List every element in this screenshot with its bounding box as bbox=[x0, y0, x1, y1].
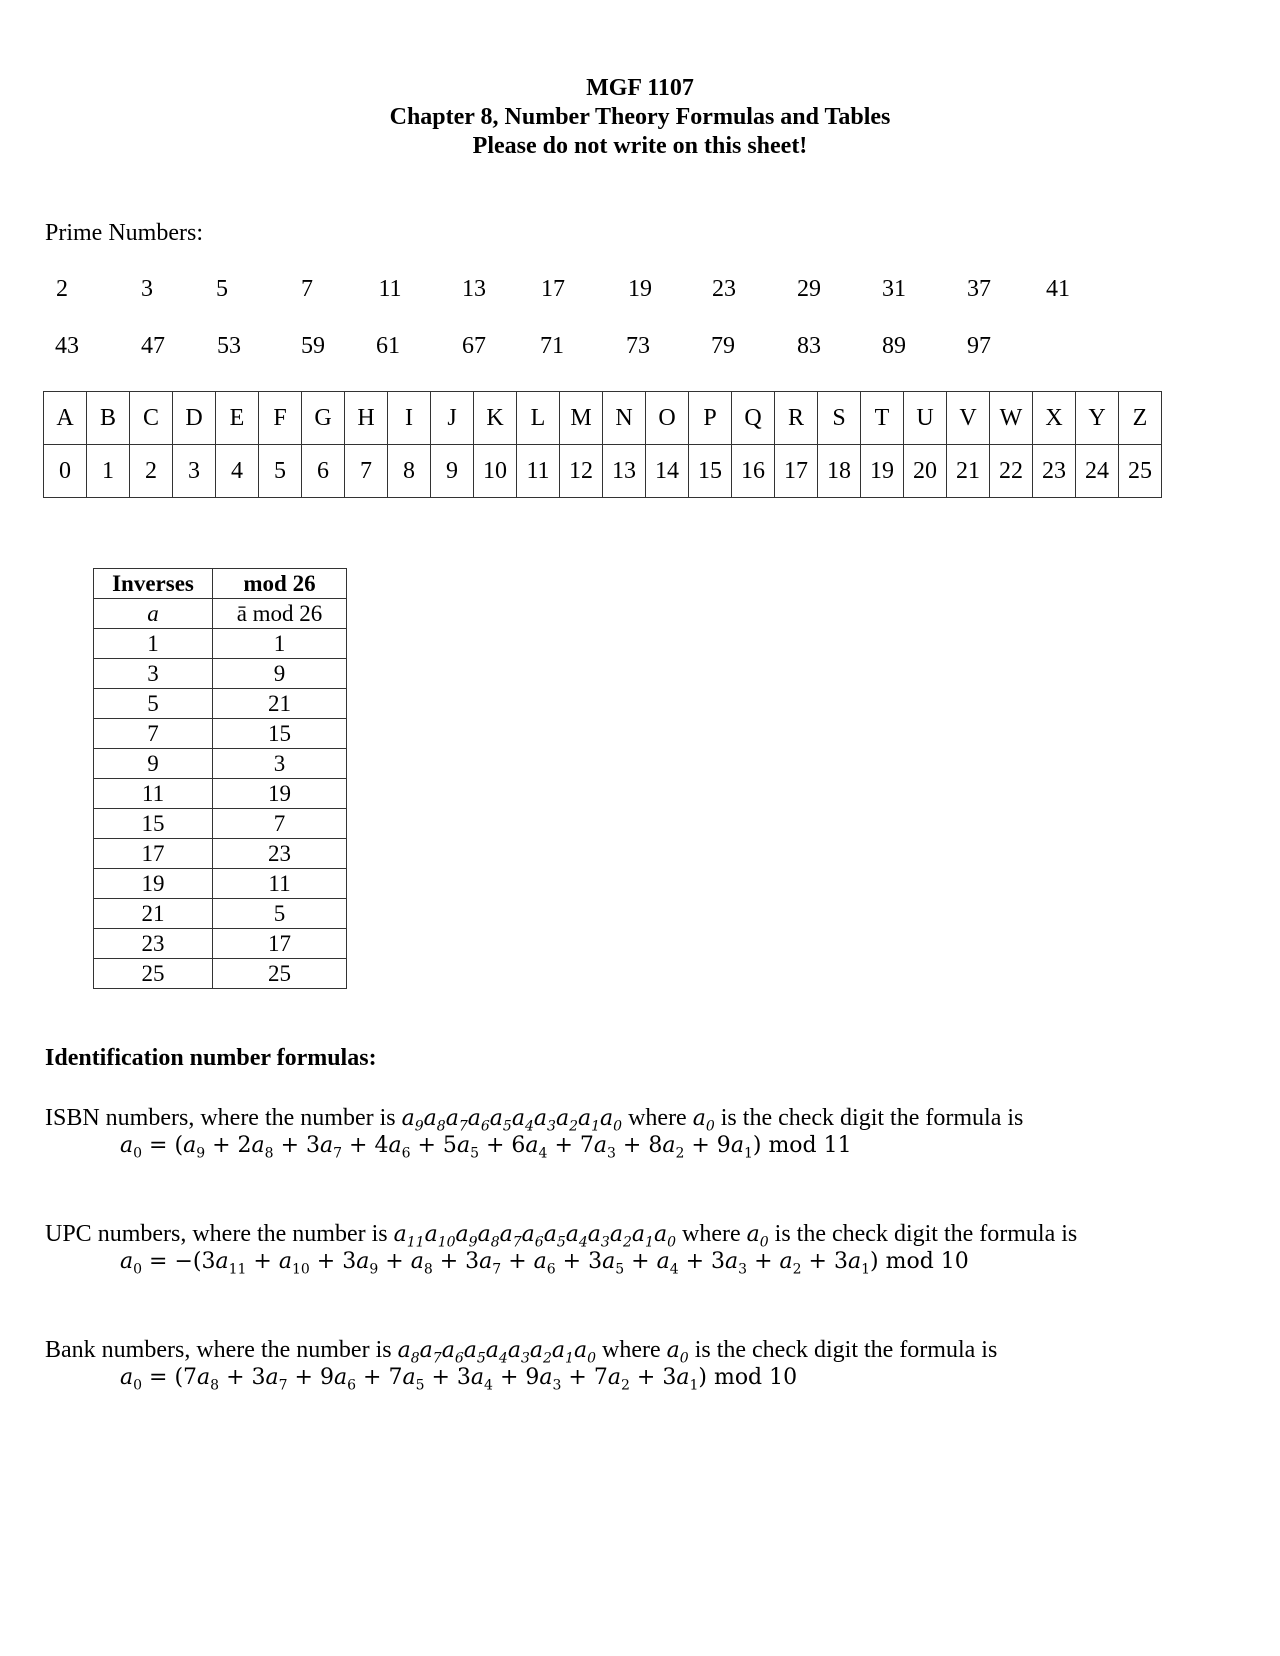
letter-cell: F bbox=[259, 392, 302, 445]
letter-cell: K bbox=[474, 392, 517, 445]
letter-cell: M bbox=[560, 392, 603, 445]
chapter-title: Chapter 8, Number Theory Formulas and Tables bbox=[389, 104, 891, 130]
bank-digits: $a_8a_7a_6a_5a_4a_3a_2a_1a_0$ bbox=[397, 1338, 597, 1367]
inverse-value: 9 bbox=[213, 659, 347, 689]
number-cell: 14 bbox=[646, 445, 689, 498]
isbn-check-text: is the check digit the formula is bbox=[720, 1105, 1024, 1131]
a-value: 25 bbox=[94, 959, 213, 989]
table-row bbox=[94, 689, 347, 719]
number-cell: 3 bbox=[173, 445, 216, 498]
prime-number: 53 bbox=[217, 333, 241, 359]
prime-number: 2 bbox=[56, 276, 68, 302]
letter-cell: C bbox=[130, 392, 173, 445]
prime-number: 3 bbox=[141, 276, 153, 302]
letter-cell: J bbox=[431, 392, 474, 445]
upc-where: where bbox=[681, 1221, 741, 1247]
letter-cell: S bbox=[818, 392, 861, 445]
inverse-value: 17 bbox=[213, 929, 347, 959]
bank-check-symbol: $a_0$ bbox=[666, 1338, 689, 1367]
a-value: 15 bbox=[94, 809, 213, 839]
letter-cell: E bbox=[216, 392, 259, 445]
inverse-value: 21 bbox=[213, 689, 347, 719]
letter-cell: L bbox=[517, 392, 560, 445]
number-cell: 15 bbox=[689, 445, 732, 498]
letter-cell: U bbox=[904, 392, 947, 445]
upc-digits: $a_{11}a_{10}a_9a_8a_7a_6a_5a_4a_3a_2a_1a_0$ bbox=[393, 1222, 676, 1251]
table-row bbox=[94, 629, 347, 659]
number-cell: 12 bbox=[560, 445, 603, 498]
numbers-row bbox=[44, 445, 1162, 498]
letter-cell: Y bbox=[1076, 392, 1119, 445]
number-cell: 8 bbox=[388, 445, 431, 498]
letter-cell: A bbox=[44, 392, 87, 445]
prime-number: 83 bbox=[797, 333, 821, 359]
letter-cell: W bbox=[990, 392, 1033, 445]
alphabet-number-table bbox=[43, 391, 1162, 498]
table-row bbox=[94, 719, 347, 749]
mod-title: mod 26 bbox=[213, 569, 347, 599]
col-a-header: a bbox=[94, 599, 213, 629]
upc-formula: $a_0 = -(3a_{11} + a_{10} + 3a_9 + a_8 + 3a_7 + a_6 + 3a_5 + a_4 + 3a_3 + a_2 + 3a_1)$ mod 10 bbox=[120, 1249, 969, 1278]
a-value: 21 bbox=[94, 899, 213, 929]
table-row bbox=[94, 749, 347, 779]
number-cell: 16 bbox=[732, 445, 775, 498]
inverse-value: 19 bbox=[213, 779, 347, 809]
number-cell: 22 bbox=[990, 445, 1033, 498]
inverse-value: 3 bbox=[213, 749, 347, 779]
prime-number: 67 bbox=[462, 333, 486, 359]
a-value: 5 bbox=[94, 689, 213, 719]
number-cell: 23 bbox=[1033, 445, 1076, 498]
formulas-title: Identification number formulas: bbox=[45, 1045, 377, 1071]
inverse-value: 25 bbox=[213, 959, 347, 989]
table-row bbox=[94, 899, 347, 929]
inverse-value: 11 bbox=[213, 869, 347, 899]
bank-intro: Bank numbers, where the number is bbox=[45, 1337, 392, 1363]
upc-check-symbol: $a_0$ bbox=[746, 1222, 769, 1251]
a-value: 19 bbox=[94, 869, 213, 899]
number-cell: 2 bbox=[130, 445, 173, 498]
col-abar-header: ā mod 26 bbox=[213, 599, 347, 629]
prime-number: 73 bbox=[626, 333, 650, 359]
table-row bbox=[94, 959, 347, 989]
letter-cell: D bbox=[173, 392, 216, 445]
letter-cell: Z bbox=[1119, 392, 1162, 445]
a-value: 9 bbox=[94, 749, 213, 779]
a-value: 3 bbox=[94, 659, 213, 689]
letter-cell: G bbox=[302, 392, 345, 445]
isbn-intro: ISBN numbers, where the number is bbox=[45, 1105, 396, 1131]
primes-label: Prime Numbers: bbox=[45, 220, 203, 246]
table-row bbox=[94, 869, 347, 899]
inverse-value: 7 bbox=[213, 809, 347, 839]
letter-cell: I bbox=[388, 392, 431, 445]
table-row bbox=[94, 929, 347, 959]
letter-cell: Q bbox=[732, 392, 775, 445]
inverse-value: 15 bbox=[213, 719, 347, 749]
bank-formula: $a_0 = (7a_8 + 3a_7 + 9a_6 + 7a_5 + 3a_4 + 9a_3 + 7a_2 + 3a_1)$ mod 10 bbox=[120, 1365, 798, 1394]
number-cell: 24 bbox=[1076, 445, 1119, 498]
letter-cell: X bbox=[1033, 392, 1076, 445]
prime-number: 71 bbox=[540, 333, 564, 359]
table-row bbox=[94, 779, 347, 809]
number-cell: 19 bbox=[861, 445, 904, 498]
prime-number: 19 bbox=[628, 276, 652, 302]
letter-cell: N bbox=[603, 392, 646, 445]
number-cell: 7 bbox=[345, 445, 388, 498]
prime-number: 37 bbox=[967, 276, 991, 302]
prime-number: 29 bbox=[797, 276, 821, 302]
inverses-body bbox=[94, 629, 347, 989]
number-cell: 20 bbox=[904, 445, 947, 498]
number-cell: 9 bbox=[431, 445, 474, 498]
isbn-formula: $a_0 = (a_9 + 2a_8 + 3a_7 + 4a_6 + 5a_5 + 6a_4 + 7a_3 + 8a_2 + 9a_1)$ mod 11 bbox=[120, 1133, 852, 1162]
letter-cell: R bbox=[775, 392, 818, 445]
a-value: 23 bbox=[94, 929, 213, 959]
letter-cell: B bbox=[87, 392, 130, 445]
upc-intro: UPC numbers, where the number is bbox=[45, 1221, 388, 1247]
table-row bbox=[94, 809, 347, 839]
isbn-mod: mod 11 bbox=[768, 1133, 852, 1158]
prime-number: 43 bbox=[55, 333, 79, 359]
prime-number: 23 bbox=[712, 276, 736, 302]
letter-cell: T bbox=[861, 392, 904, 445]
number-cell: 21 bbox=[947, 445, 990, 498]
prime-number: 47 bbox=[141, 333, 165, 359]
number-cell: 6 bbox=[302, 445, 345, 498]
letter-cell: H bbox=[345, 392, 388, 445]
inverse-value: 23 bbox=[213, 839, 347, 869]
letters-row bbox=[44, 392, 1162, 445]
prime-number: 79 bbox=[711, 333, 735, 359]
number-cell: 11 bbox=[517, 445, 560, 498]
letter-cell: O bbox=[646, 392, 689, 445]
number-cell: 0 bbox=[44, 445, 87, 498]
primes-row-1 bbox=[0, 276, 1280, 306]
prime-number: 7 bbox=[301, 276, 313, 302]
primes-row-2 bbox=[0, 333, 1280, 363]
upc-mod: mod 10 bbox=[885, 1249, 969, 1274]
course-code: MGF 1107 bbox=[586, 75, 694, 101]
prime-number: 97 bbox=[967, 333, 991, 359]
number-cell: 10 bbox=[474, 445, 517, 498]
number-cell: 5 bbox=[259, 445, 302, 498]
table-row bbox=[94, 839, 347, 869]
prime-number: 11 bbox=[378, 276, 402, 302]
prime-number: 59 bbox=[301, 333, 325, 359]
number-cell: 17 bbox=[775, 445, 818, 498]
prime-number: 89 bbox=[882, 333, 906, 359]
page-header bbox=[0, 74, 1280, 161]
notice-text: Please do not write on this sheet! bbox=[472, 133, 808, 159]
bank-check-text: is the check digit the formula is bbox=[694, 1337, 998, 1363]
number-cell: 13 bbox=[603, 445, 646, 498]
table-row bbox=[94, 659, 347, 689]
number-cell: 4 bbox=[216, 445, 259, 498]
bank-mod: mod 10 bbox=[713, 1365, 798, 1390]
a-value: 11 bbox=[94, 779, 213, 809]
inverses-title: Inverses bbox=[94, 569, 213, 599]
a-value: 17 bbox=[94, 839, 213, 869]
number-cell: 1 bbox=[87, 445, 130, 498]
inverse-value: 5 bbox=[213, 899, 347, 929]
upc-check-text: is the check digit the formula is bbox=[774, 1221, 1078, 1247]
isbn-check-symbol: $a_0$ bbox=[692, 1106, 715, 1135]
isbn-digits: $a_9a_8a_7a_6a_5a_4a_3a_2a_1a_0$ bbox=[401, 1106, 623, 1135]
prime-number: 17 bbox=[541, 276, 565, 302]
prime-number: 41 bbox=[1046, 276, 1070, 302]
bank-where: where bbox=[602, 1337, 661, 1363]
a-value: 7 bbox=[94, 719, 213, 749]
number-cell: 18 bbox=[818, 445, 861, 498]
isbn-where: where bbox=[628, 1105, 687, 1131]
prime-number: 61 bbox=[376, 333, 400, 359]
inverse-value: 1 bbox=[213, 629, 347, 659]
letter-cell: P bbox=[689, 392, 732, 445]
prime-number: 5 bbox=[216, 276, 228, 302]
letter-cell: V bbox=[947, 392, 990, 445]
a-value: 1 bbox=[94, 629, 213, 659]
number-cell: 25 bbox=[1119, 445, 1162, 498]
prime-number: 31 bbox=[882, 276, 906, 302]
inverses-table bbox=[93, 568, 347, 989]
prime-number: 13 bbox=[462, 276, 486, 302]
